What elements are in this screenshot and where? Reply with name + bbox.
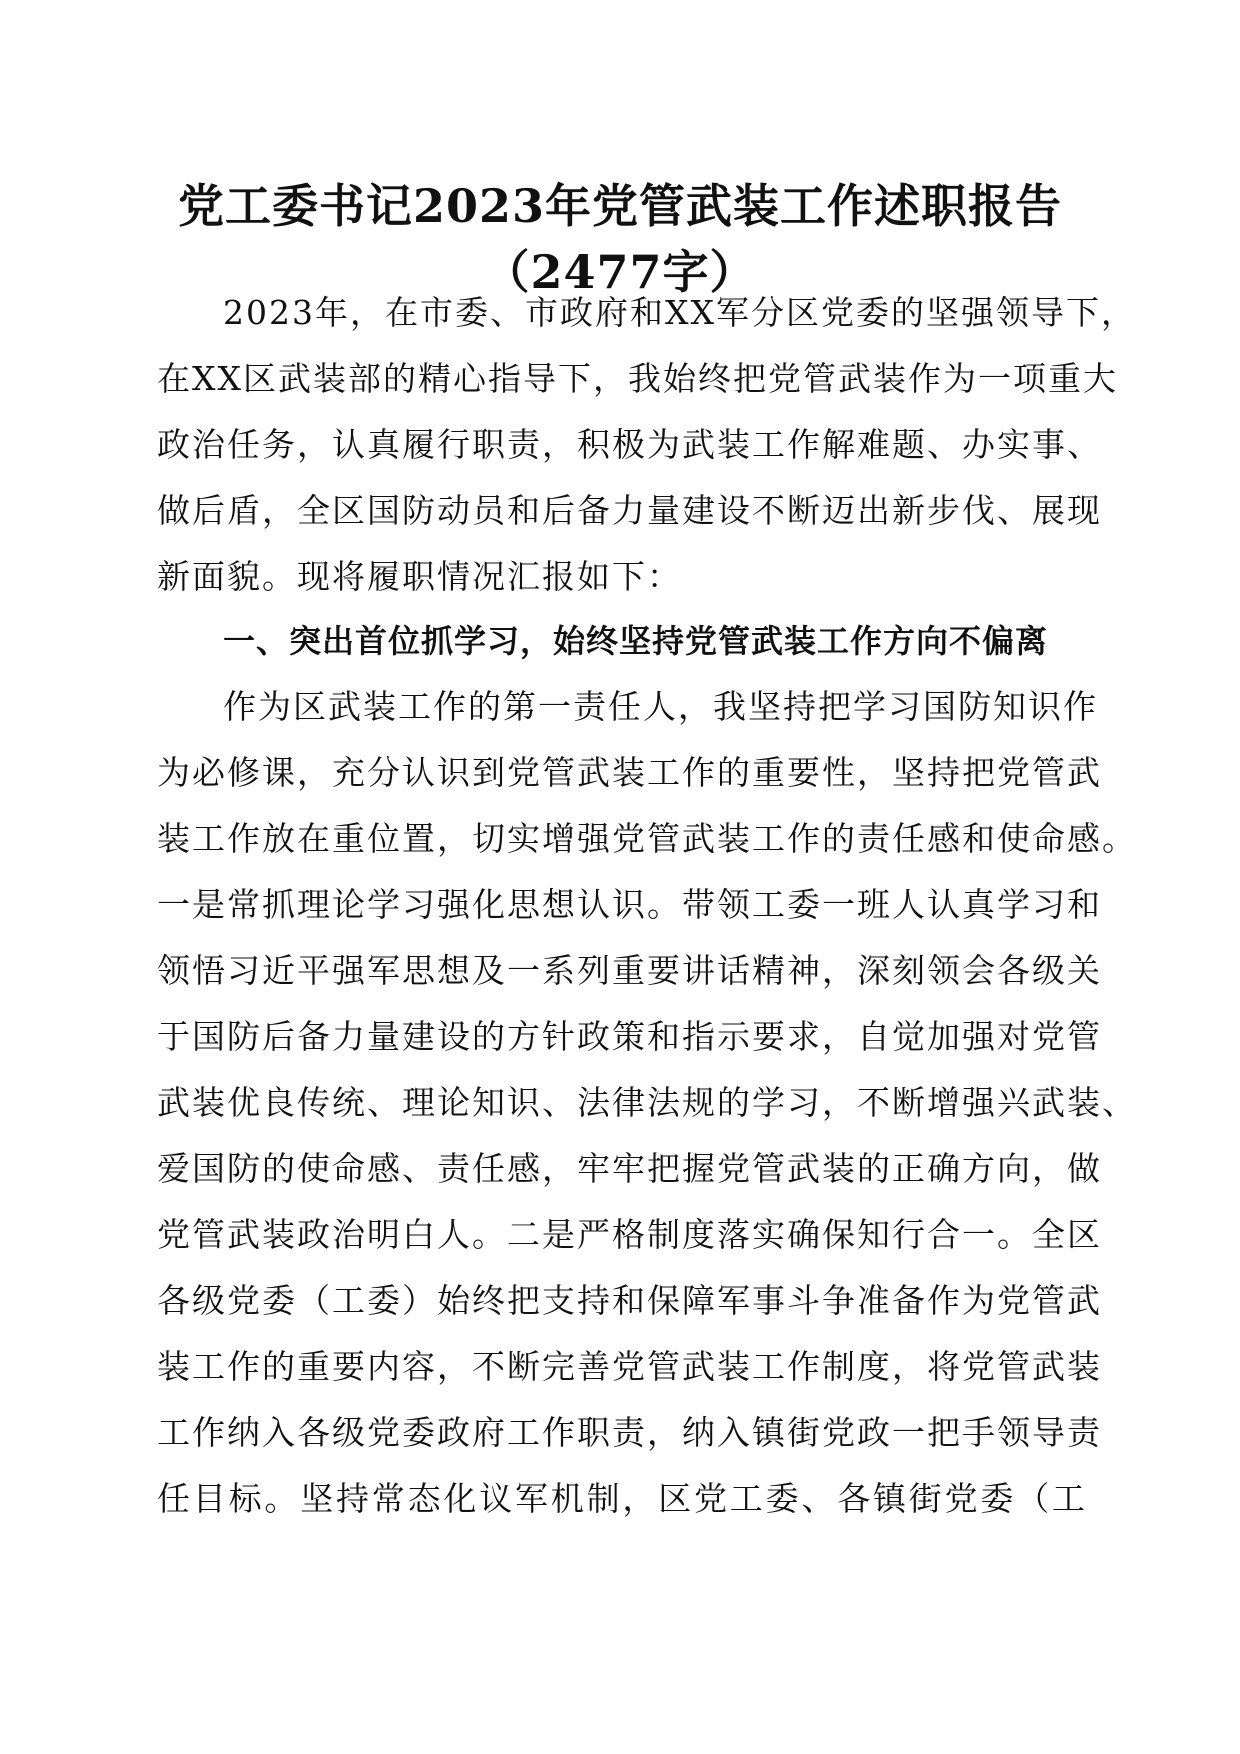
- section-heading: 一、突出首位抓学习，始终坚持党管武装工作方向不偏离: [223, 622, 1049, 660]
- body-line: 2023年，在市委、市政府和XX军分区党委的坚强领导下，: [223, 293, 1136, 332]
- body-line: 为必修课，充分认识到党管武装工作的重要性，坚持把党管武: [157, 753, 1102, 792]
- body-line: 做后盾，全区国防动员和后备力量建设不断迈出新步伐、展现: [157, 491, 1102, 530]
- body-line: 领悟习近平强军思想及一系列重要讲话精神，深刻领会各级关: [157, 951, 1102, 990]
- body-line: 爱国防的使命感、责任感，牢牢把握党管武装的正确方向，做: [157, 1149, 1102, 1188]
- body-line: 政治任务，认真履行职责，积极为武装工作解难题、办实事、: [157, 425, 1102, 464]
- body-line: 一是常抓理论学习强化思想认识。带领工委一班人认真学习和: [157, 885, 1102, 924]
- body-line: 于国防后备力量建设的方针政策和指示要求，自觉加强对党管: [157, 1017, 1102, 1056]
- body-line: 任目标。坚持常态化议军机制，区党工委、各镇街党委（工: [157, 1479, 1087, 1518]
- body-line: 作为区武装工作的第一责任人，我坚持把学习国防知识作: [223, 687, 1098, 726]
- body-line: 党管武装政治明白人。二是严格制度落实确保知行合一。全区: [157, 1215, 1102, 1254]
- body-line: 装工作放在重位置，切实增强党管武装工作的责任感和使命感。: [157, 819, 1137, 858]
- document-title: 党工委书记2023年党管武装工作述职报告: [177, 179, 1063, 233]
- body-line: 各级党委（工委）始终把支持和保障军事斗争准备作为党管武: [157, 1281, 1102, 1320]
- document-subtitle: （2477字）: [483, 245, 757, 299]
- body-line: 在XX区武装部的精心指导下，我始终把党管武装作为一项重大: [157, 359, 1118, 398]
- body-line: 武装优良传统、理论知识、法律法规的学习，不断增强兴武装、: [157, 1083, 1137, 1122]
- body-line: 工作纳入各级党委政府工作职责，纳入镇街党政一把手领导责: [157, 1413, 1102, 1452]
- body-line: 装工作的重要内容，不断完善党管武装工作制度，将党管武装: [157, 1347, 1102, 1386]
- body-line: 新面貌。现将履职情况汇报如下：: [157, 557, 682, 596]
